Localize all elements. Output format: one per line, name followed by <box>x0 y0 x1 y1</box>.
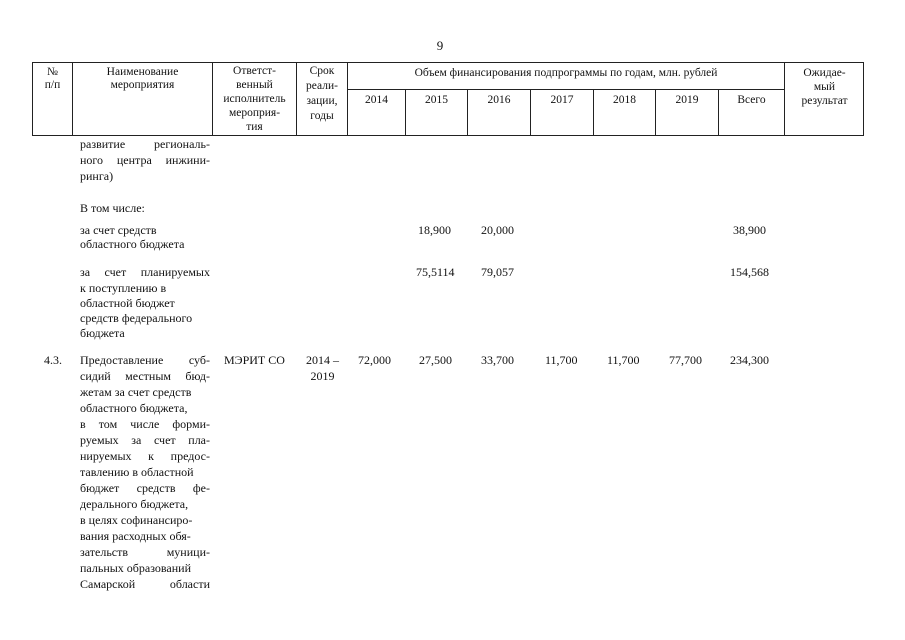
item-4-3-line: зательств муници- <box>80 545 210 559</box>
item-4-3-term: 2014 – 2019 <box>306 353 339 383</box>
header-term: Срок реали- зации, годы <box>306 65 338 122</box>
header-year-2019: 2019 <box>675 94 699 106</box>
continuation-line: развитие региональ- <box>80 137 210 151</box>
item-4-3-description <box>80 352 210 592</box>
item-4-3-number: 4.3. <box>44 353 62 367</box>
item-4-3-line: дерального бюджета, <box>80 497 189 511</box>
item-4-3-line: руемых за счет пла- <box>80 433 210 447</box>
continuation-line: ринга) <box>80 169 114 183</box>
item-4-3-line: областного бюджета, <box>80 401 188 415</box>
item-4-3-line: бюджет средств фе- <box>80 481 210 495</box>
item-4-3-2014-value: 72,000 <box>358 353 391 367</box>
federal-2016-value: 79,057 <box>481 265 514 279</box>
item-4-3-line: Самарской области <box>80 577 210 591</box>
header-total: Всего <box>737 94 766 106</box>
regional-2015-value: 18,900 <box>418 223 451 237</box>
regional-label-line: областного бюджета <box>80 237 185 251</box>
header-year-2016: 2016 <box>487 94 511 106</box>
header-funding: Объем финансирования подпрограммы по годам, млн. рублей <box>414 67 718 79</box>
header-year-2015: 2015 <box>425 94 448 106</box>
item-4-3-line: тавлению в областной <box>80 465 194 479</box>
federal-label-line: областной бюджет <box>80 296 175 310</box>
item-4-3-line: вания расходных обя- <box>80 529 191 543</box>
header-year-2017: 2017 <box>550 94 574 106</box>
item-4-3-line: Предоставление суб- <box>80 353 210 367</box>
item-4-3-line: пальных образований <box>80 561 191 575</box>
item-4-3-line: жетам за счет средств <box>80 385 192 399</box>
federal-label-line: средств федерального <box>80 311 193 325</box>
header-name: Наименование мероприятия <box>106 66 179 91</box>
item-4-3-2017-value: 11,700 <box>545 353 578 367</box>
header-result: Ожидае- мый результат <box>801 67 848 107</box>
item-4-3-line: сидий местным бюд- <box>80 369 210 383</box>
continuation-line: ного центра инжини- <box>80 153 210 167</box>
item-4-3-2019-value: 77,700 <box>669 353 702 367</box>
item-4-3-2018-value: 11,700 <box>607 353 640 367</box>
regional-2016-value: 20,000 <box>481 223 514 237</box>
item-4-3-responsible: МЭРИТ СО <box>224 353 285 367</box>
including-label: В том числе: <box>80 201 145 215</box>
header-responsible: Ответст- венный исполнитель мероприя- тия <box>223 65 286 133</box>
item-4-3-line: в целях софинансиро- <box>80 513 193 527</box>
federal-label-line: к поступлению в <box>80 281 167 295</box>
regional-label-line: за счет средств <box>80 223 157 237</box>
header-year-2014: 2014 <box>365 94 388 106</box>
item-4-3-line: нируемых к предос- <box>80 449 210 463</box>
federal-2015-value: 75,5114 <box>416 265 455 279</box>
header-year-2018: 2018 <box>613 94 636 106</box>
federal-label-line: за счет планируемых <box>80 265 210 279</box>
page-number: 9 <box>436 38 444 53</box>
item-4-3-2015-value: 27,500 <box>419 353 452 367</box>
item-4-3-2016-value: 33,700 <box>481 353 514 367</box>
regional-total-value: 38,900 <box>733 223 766 237</box>
header-number: № п/п <box>44 66 61 91</box>
item-4-3-total-value: 234,300 <box>730 353 769 367</box>
item-4-3-line: в том числе форми- <box>80 417 210 431</box>
federal-label-line: бюджета <box>80 326 125 340</box>
federal-total-value: 154,568 <box>730 265 769 279</box>
